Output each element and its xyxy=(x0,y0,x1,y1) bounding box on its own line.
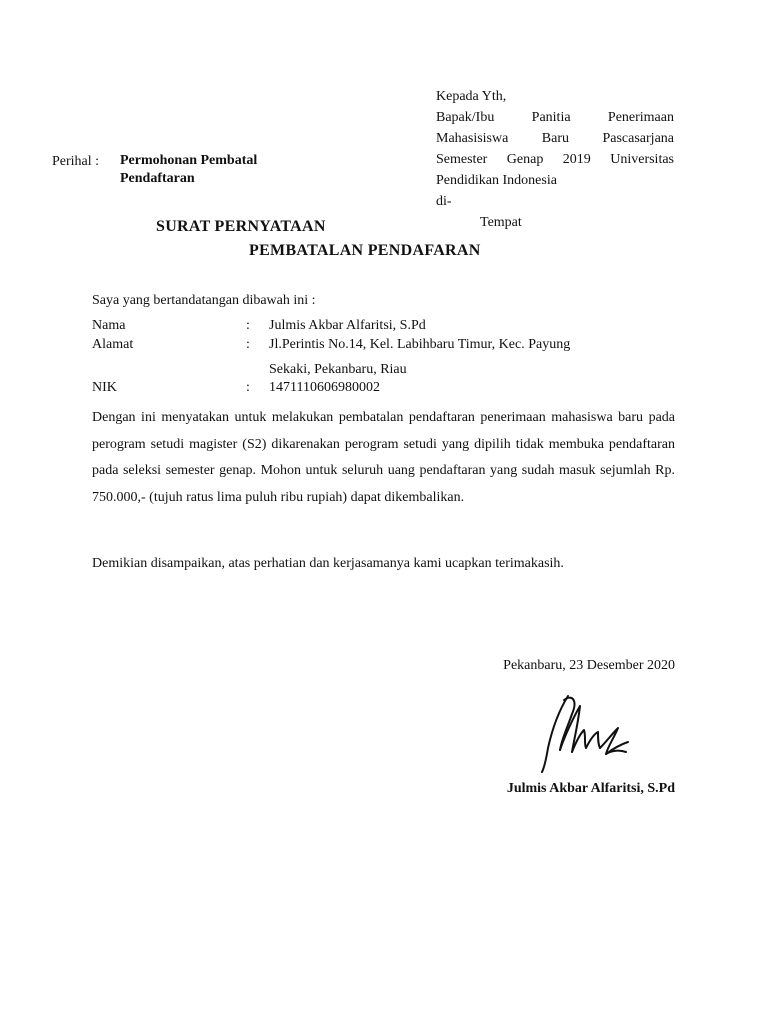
perihal-label: Perihal : xyxy=(52,154,100,169)
address-value-line1: Jl.Perintis No.14, Kel. Labihbaru Timur, Kec. Payung xyxy=(269,337,571,352)
recipient-tempat: Tempat xyxy=(480,215,522,230)
nik-value: 1471110606980002 xyxy=(269,380,380,395)
address-colon: : xyxy=(246,337,250,352)
perihal-value xyxy=(120,152,320,188)
nik-label: NIK xyxy=(92,380,117,395)
nik-colon: : xyxy=(246,380,250,395)
document-title: SURAT PERNYATAAN xyxy=(156,218,326,235)
recipient-greeting: Kepada Yth, xyxy=(436,89,507,104)
body-paragraph-2: Demikian disampaikan, atas perhatian dan kerjasamanya kami ucapkan terimakasih. xyxy=(92,556,564,571)
document-subtitle: PEMBATALAN PENDAFARAN xyxy=(249,242,481,259)
perihal-value-line: Pendaftaran xyxy=(120,171,195,186)
recipient-block xyxy=(436,86,674,233)
intro-text: Saya yang bertandatangan dibawah ini : xyxy=(92,293,316,308)
recipient-line: Semester Genap 2019 Universitas xyxy=(436,152,674,167)
city-date: Pekanbaru, 23 Desember 2020 xyxy=(503,658,675,673)
perihal-value-line: Permohonan Pembatal xyxy=(120,153,258,168)
name-colon: : xyxy=(246,318,250,333)
recipient-line: Bapak/Ibu Panitia Penerimaan xyxy=(436,110,674,125)
signature-image xyxy=(528,690,638,776)
name-value: Julmis Akbar Alfaritsi, S.Pd xyxy=(269,318,426,333)
recipient-line: Pendidikan Indonesia xyxy=(436,173,557,188)
name-label: Nama xyxy=(92,318,126,333)
signer-name: Julmis Akbar Alfaritsi, S.Pd xyxy=(506,781,675,796)
address-value-line2: Sekaki, Pekanbaru, Riau xyxy=(269,362,407,377)
recipient-line: Mahasisiswa Baru Pascasarjana xyxy=(436,131,674,146)
address-label: Alamat xyxy=(92,337,134,352)
body-paragraph-1: Dengan ini menyatakan untuk melakukan pembatalan pendaftaran penerimaan mahasiswa baru pada perogram setudi magister (S2) dikarenakan perogram setudi yang dipilih tidak membuka pendaftaran pada seleksi semester genap. Mohon untuk seluruh uang pendaftaran yang sudah masuk sejumlah Rp. 750.000,- (tujuh ratus lima puluh ribu rupiah) dapat dikembalikan. xyxy=(92,410,675,505)
recipient-di: di- xyxy=(436,194,452,209)
